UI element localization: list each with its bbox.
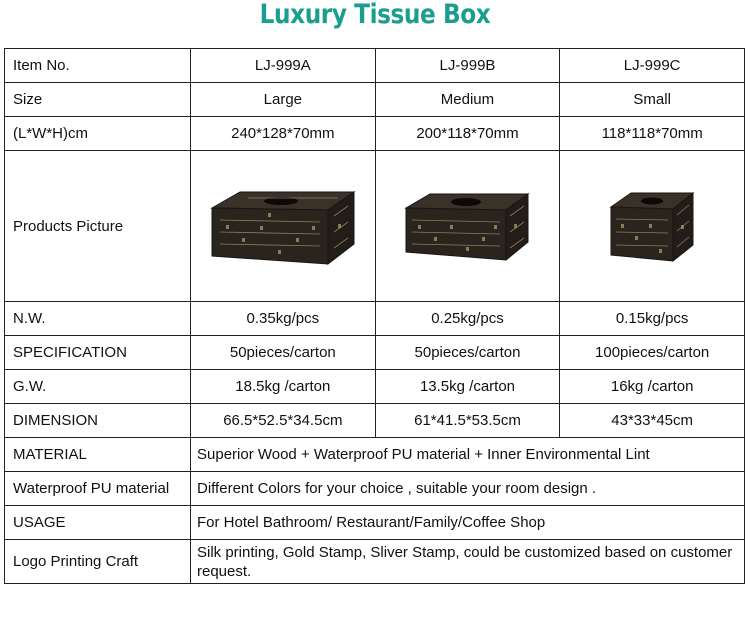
table-row [5, 540, 745, 584]
dims-c: 118*118*70mm [560, 117, 745, 151]
gw-a: 18.5kg /carton [191, 370, 376, 404]
gw-c: 16kg /carton [560, 370, 745, 404]
row-label-size: Size [5, 83, 191, 117]
table-row [5, 151, 745, 302]
size-a: Large [191, 83, 376, 117]
table-row [5, 404, 745, 438]
size-b: Medium [375, 83, 560, 117]
table-row [5, 438, 745, 472]
item-no-b: LJ-999B [375, 49, 560, 83]
table-row [5, 302, 745, 336]
tissue-box-medium-image [402, 188, 532, 264]
spec-b: 50pieces/carton [375, 336, 560, 370]
row-label-logo-printing: Logo Printing Craft [5, 540, 191, 584]
tissue-box-large-image [208, 186, 358, 266]
product-spec-table [4, 48, 745, 584]
nw-c: 0.15kg/pcs [560, 302, 745, 336]
dimension-a: 66.5*52.5*34.5cm [191, 404, 376, 438]
spec-a: 50pieces/carton [191, 336, 376, 370]
table-row [5, 506, 745, 540]
row-label-gw: G.W. [5, 370, 191, 404]
nw-b: 0.25kg/pcs [375, 302, 560, 336]
row-label-usage: USAGE [5, 506, 191, 540]
table-row [5, 49, 745, 83]
row-label-waterproof: Waterproof PU material [5, 472, 191, 506]
page-title: Luxury Tissue Box [259, 0, 491, 30]
table-row [5, 472, 745, 506]
dimension-b: 61*41.5*53.5cm [375, 404, 560, 438]
size-c: Small [560, 83, 745, 117]
row-label-picture: Products Picture [5, 151, 191, 302]
row-label-nw: N.W. [5, 302, 191, 336]
nw-a: 0.35kg/pcs [191, 302, 376, 336]
dims-b: 200*118*70mm [375, 117, 560, 151]
row-label-specification: SPECIFICATION [5, 336, 191, 370]
item-no-a: LJ-999A [191, 49, 376, 83]
table-row [5, 83, 745, 117]
picture-cell-a [191, 151, 376, 302]
row-label-dimension: DIMENSION [5, 404, 191, 438]
usage-value: For Hotel Bathroom/ Restaurant/Family/Coffee Shop [191, 506, 745, 540]
picture-cell-b [375, 151, 560, 302]
dims-a: 240*128*70mm [191, 117, 376, 151]
row-label-item-no: Item No. [5, 49, 191, 83]
waterproof-value: Different Colors for your choice , suitable your room design . [191, 472, 745, 506]
picture-cell-c [560, 151, 745, 302]
material-value: Superior Wood + Waterproof PU material + Inner Environmental Lint [191, 438, 745, 472]
logo-printing-value: Silk printing, Gold Stamp, Sliver Stamp, could be customized based on customer request. [191, 540, 745, 584]
dimension-c: 43*33*45cm [560, 404, 745, 438]
table-row [5, 336, 745, 370]
table-row [5, 117, 745, 151]
item-no-c: LJ-999C [560, 49, 745, 83]
table-row [5, 370, 745, 404]
gw-b: 13.5kg /carton [375, 370, 560, 404]
tissue-box-small-image [607, 187, 697, 265]
spec-c: 100pieces/carton [560, 336, 745, 370]
row-label-dims: (L*W*H)cm [5, 117, 191, 151]
row-label-material: MATERIAL [5, 438, 191, 472]
